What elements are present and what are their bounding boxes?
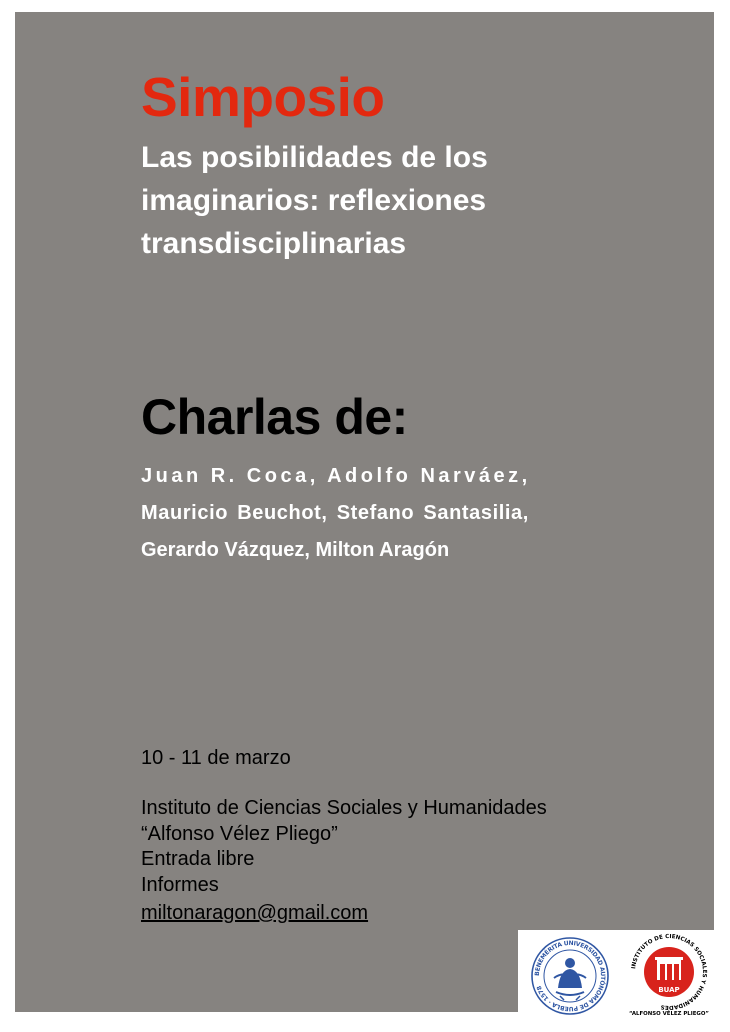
talks-heading: Charlas de: bbox=[141, 389, 408, 445]
icsyh-institute-logo bbox=[626, 930, 712, 1018]
icsyh-caption: “ALFONSO VÉLEZ PLIEGO” bbox=[629, 1011, 709, 1017]
buap-seal-ring-text: BENEMÉRITA UNIVERSIDAD AUTÓNOMA DE PUEBLA · 1578 bbox=[533, 939, 607, 1013]
event-date: 10 - 11 de marzo bbox=[141, 747, 291, 769]
speakers-line: Juan R. Coca, Adolfo Narváez, bbox=[141, 465, 531, 487]
contact-email-link[interactable]: miltonaragon@gmail.com bbox=[141, 902, 369, 924]
venue-line: “Alfonso Vélez Pliego” bbox=[141, 822, 338, 845]
venue-line: Instituto de Ciencias Sociales y Humanidades bbox=[141, 797, 547, 819]
info-label: Informes bbox=[141, 873, 219, 896]
buap-seal-logo bbox=[530, 936, 610, 1016]
entry-note: Entrada libre bbox=[141, 848, 255, 870]
icsyh-ring-text: INSTITUTO DE CIENCIAS SOCIALES Y HUMANIDADES bbox=[631, 933, 708, 1011]
poster-subtitle: Las posibilidades de los imaginarios: reflexiones transdisciplinarias bbox=[141, 141, 488, 260]
logos-panel bbox=[518, 930, 714, 1018]
icsyh-buap-label: BUAP bbox=[658, 986, 680, 994]
speakers-list bbox=[141, 458, 563, 569]
poster-title: Simposio bbox=[141, 66, 385, 128]
event-info bbox=[141, 796, 547, 927]
speakers-line: Mauricio Beuchot, Stefano Santasilia, bbox=[141, 502, 529, 524]
speakers-line: Gerardo Vázquez, Milton Aragón bbox=[141, 539, 450, 561]
